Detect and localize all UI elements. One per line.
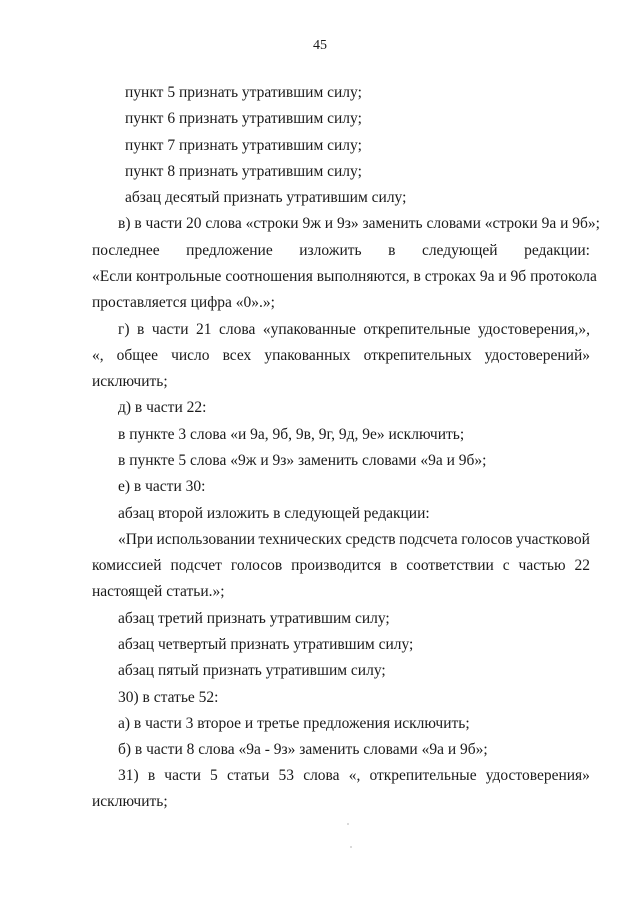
- word: «При: [118, 531, 153, 548]
- word: голосов: [461, 531, 513, 548]
- word: удостоверения»: [485, 767, 590, 784]
- text-line: [92, 346, 590, 366]
- word: г): [118, 321, 130, 338]
- word: комиссией: [92, 557, 162, 574]
- text-line: [92, 241, 590, 261]
- word: число: [171, 347, 210, 364]
- word: соответствии: [406, 557, 494, 574]
- text-line: д) в части 22:: [118, 399, 207, 416]
- text-line: в) в части 20 слова «строки 9ж и 9з» заменить словами «строки 9а и 9б»;: [118, 215, 600, 232]
- word: производится: [291, 557, 382, 574]
- text-line: в пункте 5 слова «9ж и 9з» заменить словами «9а и 9б»;: [118, 452, 487, 469]
- word: изложить: [299, 242, 362, 259]
- word: подсчета: [399, 531, 458, 548]
- text-line: абзац третий признать утратившим силу;: [118, 610, 390, 627]
- text-line: а) в части 3 второе и третье предложения исключить;: [118, 715, 470, 732]
- text-line: абзац четвертый признать утратившим силу;: [118, 636, 414, 653]
- text-line: [92, 556, 590, 576]
- word: всех: [222, 347, 252, 364]
- text-line: настоящей статьи.»;: [92, 583, 225, 600]
- word: открепительных: [363, 347, 472, 364]
- word: 53: [278, 767, 295, 784]
- word: «,: [348, 767, 361, 784]
- word: части: [151, 321, 189, 338]
- word: удостоверения,»,: [478, 321, 590, 338]
- word: в: [388, 242, 396, 259]
- word: «,: [92, 347, 104, 364]
- scan-speck: [350, 846, 352, 848]
- word: открепительные: [363, 321, 471, 338]
- page-number: 45: [313, 38, 327, 53]
- text-line: в пункте 3 слова «и 9а, 9б, 9в, 9г, 9д, 9е» исключить;: [118, 426, 465, 443]
- word: использовании: [156, 531, 256, 548]
- word: следующей: [421, 242, 498, 259]
- word: частью: [518, 557, 566, 574]
- word: упакованных: [264, 347, 351, 364]
- word: удостоверений»: [484, 347, 590, 364]
- text-line: «Если контрольные соотношения выполняются, в строках 9а и 9б протокола: [92, 268, 597, 285]
- word: слова: [218, 321, 256, 338]
- text-line: пункт 6 признать утратившим силу;: [125, 110, 362, 127]
- text-line: абзац второй изложить в следующей редакции:: [118, 505, 430, 522]
- text-line: исключить;: [92, 793, 168, 810]
- text-line: пункт 5 признать утратившим силу;: [125, 84, 362, 101]
- word: в: [137, 321, 145, 338]
- word: «упакованные: [262, 321, 356, 338]
- word: с: [502, 557, 510, 574]
- text-line: пункт 8 признать утратившим силу;: [125, 163, 362, 180]
- word: в: [147, 767, 156, 784]
- word: 21: [195, 321, 212, 338]
- text-line: [118, 530, 590, 550]
- text-line: 30) в статье 52:: [118, 689, 219, 706]
- scan-speck: [347, 823, 349, 825]
- text-line: исключить;: [92, 373, 168, 390]
- text-line: абзац десятый признать утратившим силу;: [125, 189, 407, 206]
- word: открепительные: [369, 767, 477, 784]
- word: средств: [345, 531, 396, 548]
- word: общее: [116, 347, 159, 364]
- word: последнее: [92, 242, 160, 259]
- word: технических: [258, 531, 342, 548]
- text-line: пункт 7 признать утратившим силу;: [125, 137, 362, 154]
- text-line: е) в части 30:: [118, 478, 206, 495]
- text-line: б) в части 8 слова «9а - 9з» заменить словами «9а и 9б»;: [118, 741, 488, 758]
- word: редакции:: [524, 242, 590, 259]
- text-line: [118, 766, 590, 786]
- word: 5: [210, 767, 218, 784]
- word: статьи: [226, 767, 270, 784]
- word: голосов: [230, 557, 283, 574]
- word: участковой: [516, 531, 590, 548]
- word: слова: [303, 767, 340, 784]
- word: в: [389, 557, 398, 574]
- word: подсчет: [170, 557, 222, 574]
- word: предложение: [186, 242, 273, 259]
- word: 31): [118, 767, 139, 784]
- word: части: [164, 767, 201, 784]
- text-line: абзац пятый признать утратившим силу;: [118, 662, 386, 679]
- text-line: проставляется цифра «0».»;: [92, 294, 275, 311]
- word: 22: [574, 557, 590, 574]
- text-line: [118, 320, 590, 340]
